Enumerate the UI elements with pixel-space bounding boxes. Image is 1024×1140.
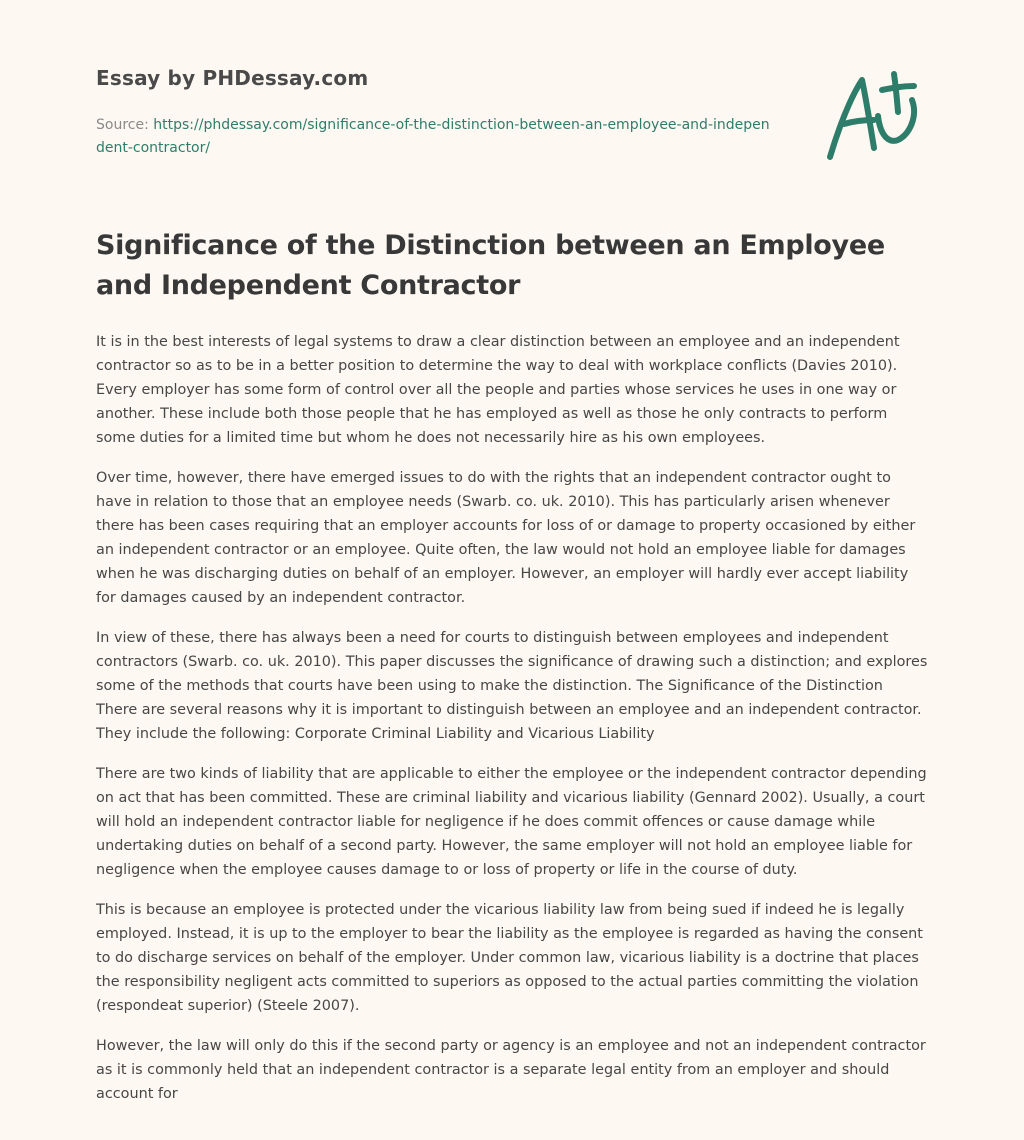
essay-paragraph: Over time, however, there have emerged issues to do with the rights that an independent contractor ought to have in relation to those that an employee needs (Swarb. co. uk. 2010). This has particularly arisen whenever there has been cases requiring that an employer accounts for loss of or damage to property occasioned by either an independent contractor or an employee. Quite often, the law would not hold an employee liable for damages when he was discharging duties on behalf of an employer. However, an employer will hardly ever accept liability for damages caused by an independent contractor. bbox=[96, 470, 916, 606]
essay-paragraph: This is because an employee is protected under the vicarious liability law from being sued if indeed he is legally employed. Instead, it is up to the employer to bear the liability as the employee is regarded as having the consent to do discharge services on behalf of the employer. Under common law, vicarious liability is a doctrine that places the responsibility negligent acts committed to superiors as opposed to the actual parties committing the violation (respondeat superior) (Steele 2007). bbox=[96, 902, 923, 1014]
source-line bbox=[96, 114, 776, 160]
a-plus-grade-icon bbox=[822, 68, 930, 164]
essay-paragraph: However, the law will only do this if the second party or agency is an employee and not an independent contractor as it is commonly held that an independent contractor is a separate legal entity from an employer and should account for bbox=[96, 1038, 926, 1102]
essay-paragraph: It is in the best interests of legal systems to draw a clear distinction between an employee and an independent contractor so as to be in a better position to determine the way to deal with workplace conflicts (Davies 2010). Every employer has some form of control over all the people and parties whose services he uses in one way or another. These include both those people that he has employed as well as those he only contracts to perform some duties for a limited time but whom he does not necessarily hire as his own employees. bbox=[96, 334, 900, 446]
essay-paragraph: There are two kinds of liability that are applicable to either the employee or the independent contractor depending on act that has been committed. These are criminal liability and vicarious liability (Gennard 2002). Usually, a court will hold an independent contractor liable for negligence if he does commit offences or cause damage while undertaking duties on behalf of a second party. However, the same employer will not hold an employee liable for negligence when the employee causes damage to or loss of property or life in the course of duty. bbox=[96, 766, 927, 878]
essay-paragraph: In view of these, there has always been a need for courts to distinguish between employees and independent contractors (Swarb. co. uk. 2010). This paper discusses the significance of drawing such a distinction; and explores some of the methods that courts have been using to make the distinction. The Significance of the Distinction There are several reasons why it is important to distinguish between an employee and an independent contractor. They include the following: Corporate Criminal Liability and Vicarious Liability bbox=[96, 630, 928, 742]
essay-title: Significance of the Distinction between an Employee and Independent Contractor bbox=[96, 230, 885, 301]
source-link[interactable]: https://phdessay.com/significance-of-the-distinction-between-an-employee-and-independent-contractor/ bbox=[96, 117, 770, 156]
site-brand: Essay by PHDessay.com bbox=[96, 66, 369, 90]
essay-page bbox=[96, 0, 928, 1106]
source-label: Source: bbox=[96, 117, 149, 133]
